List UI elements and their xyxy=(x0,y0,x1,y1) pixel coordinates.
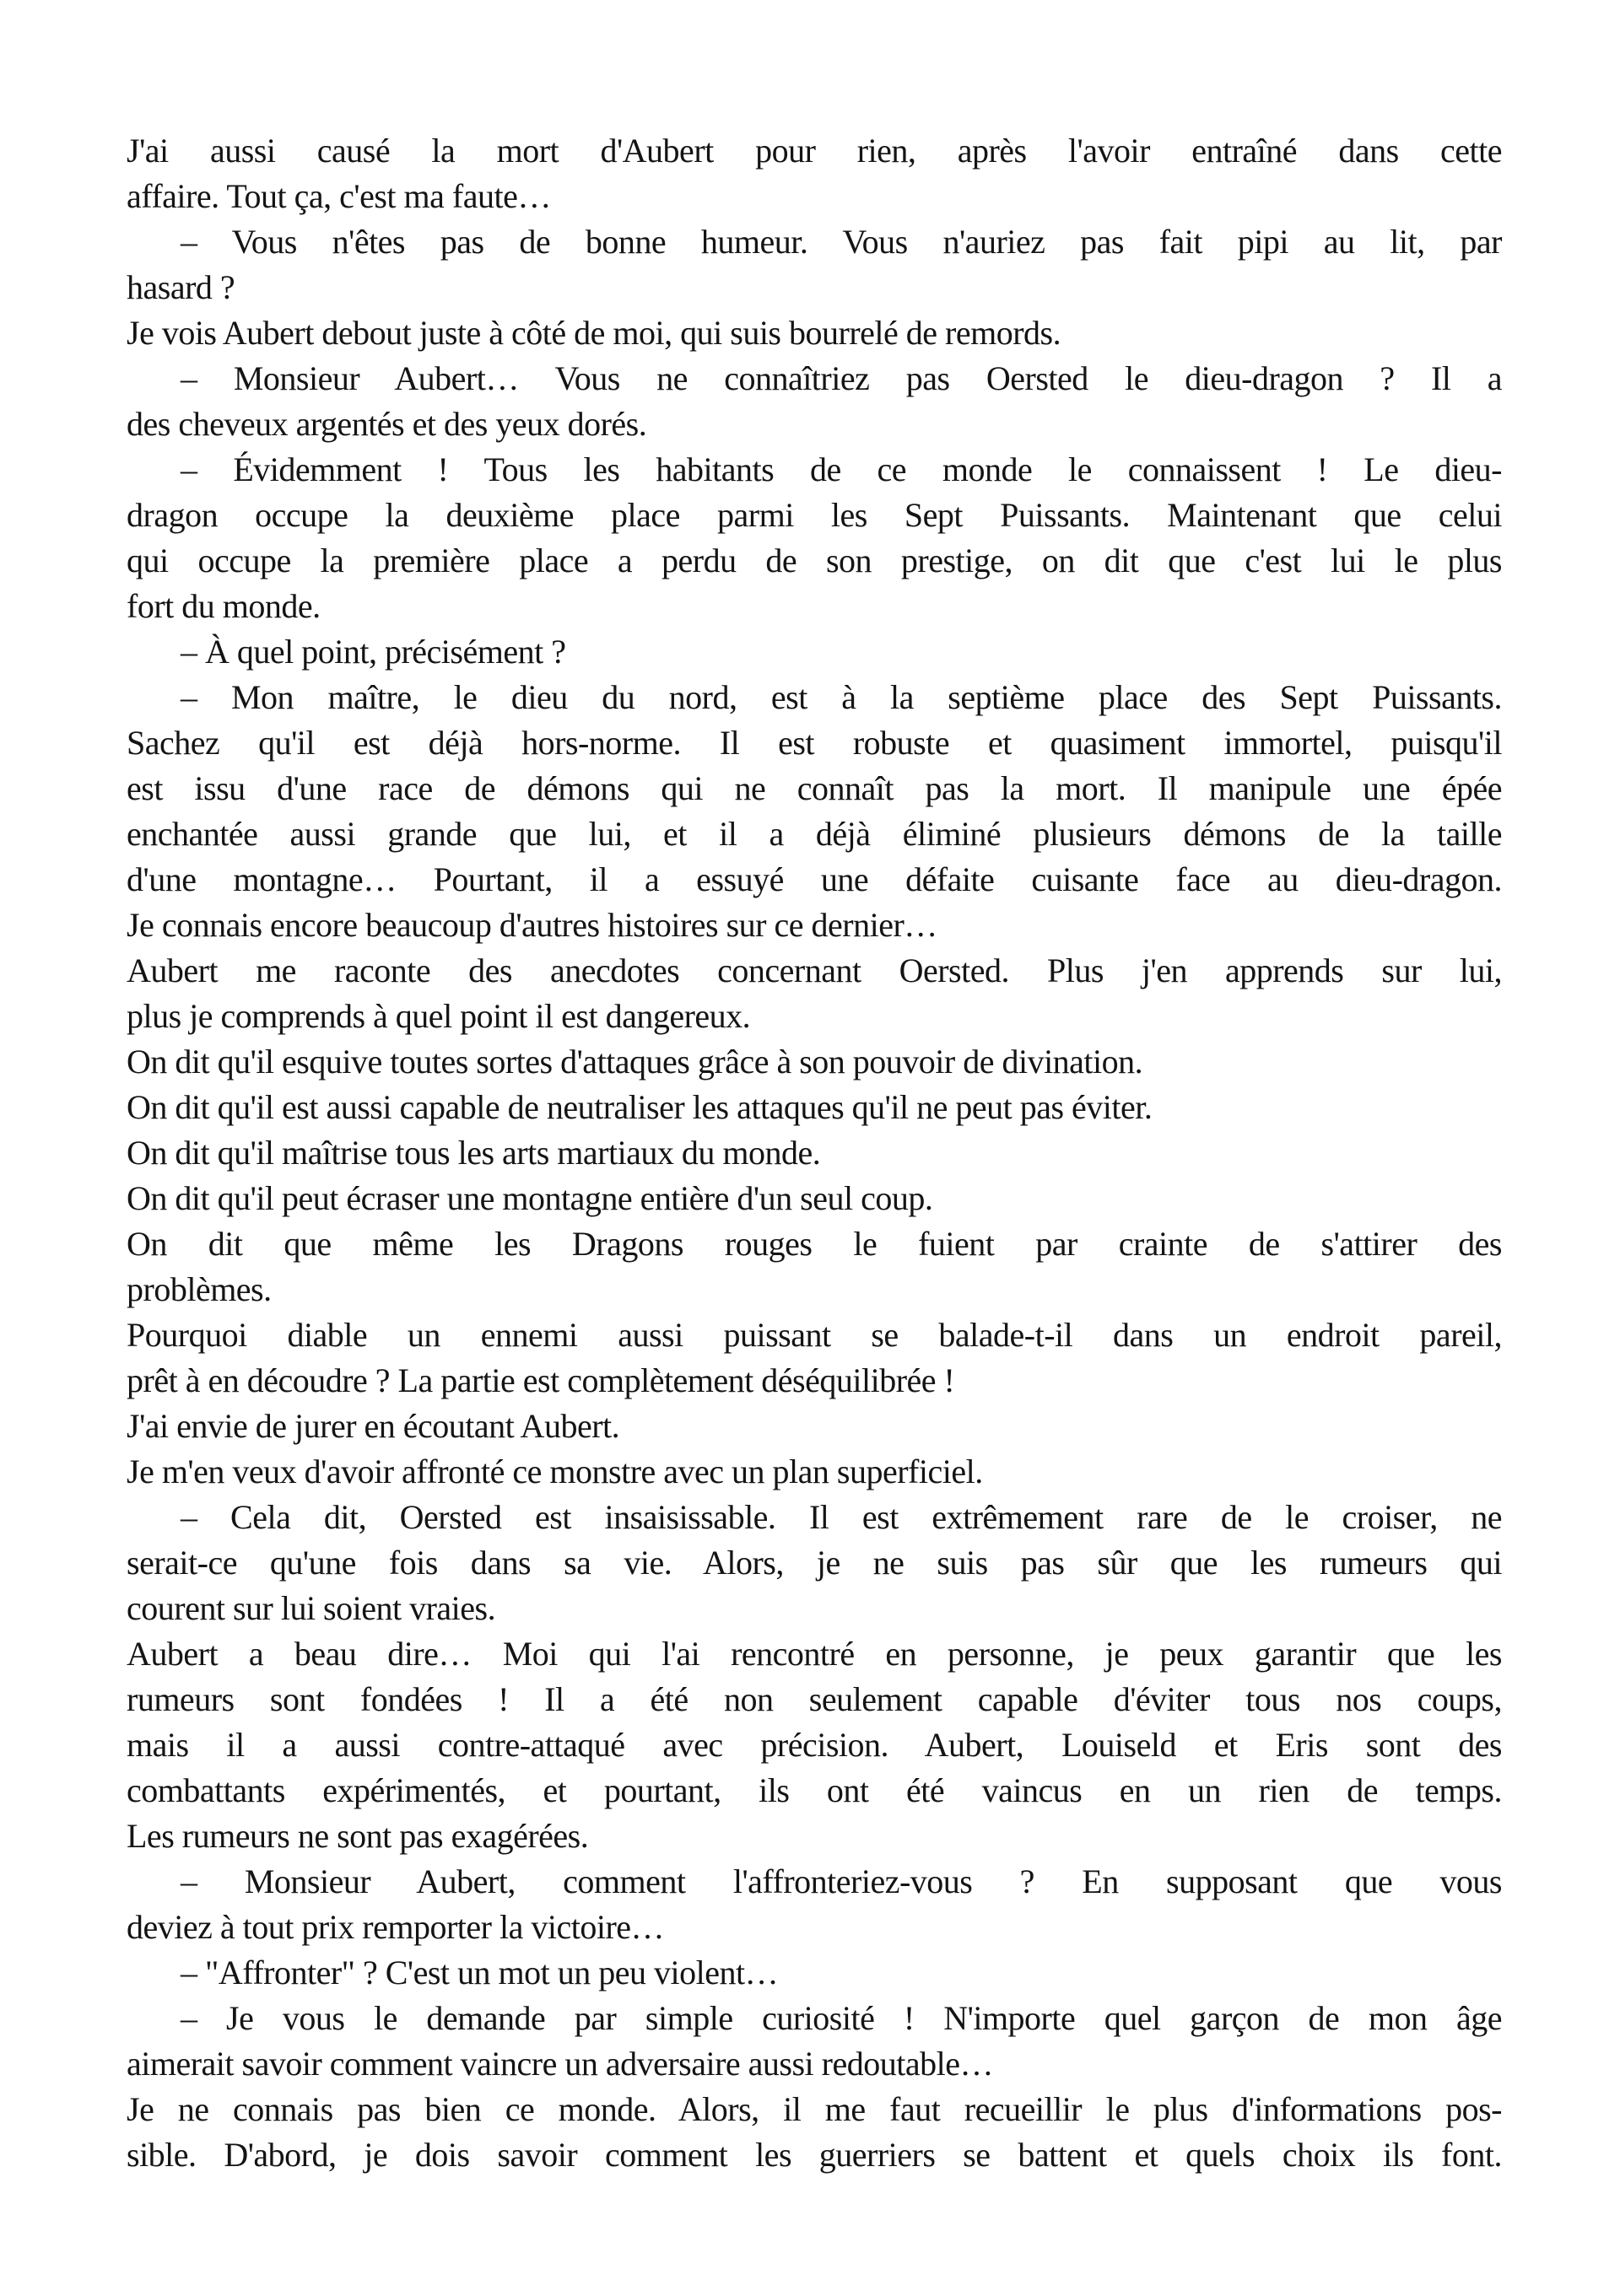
book-page xyxy=(127,128,1502,2178)
text-line: plus je comprends à quel point il est dangereux. xyxy=(127,997,751,1035)
text-line: des cheveux argentés et des yeux dorés. xyxy=(127,405,647,443)
text-line: qui occupe la première place a perdu de son prestige, on dit que c'est lui le plus xyxy=(127,542,1502,579)
text-line: est issu d'une race de démons qui ne connaît pas la mort. Il manipule une épée xyxy=(127,769,1502,807)
text-line: serait-ce qu'une fois dans sa vie. Alors, je ne suis pas sûr que les rumeurs qui xyxy=(127,1544,1502,1582)
text-line: On dit que même les Dragons rouges le fuient par crainte de s'attirer des xyxy=(127,1225,1502,1263)
text-line: Je ne connais pas bien ce monde. Alors, il me faut recueillir le plus d'informations pos- xyxy=(127,2090,1502,2128)
text-line: J'ai aussi causé la mort d'Aubert pour rien, après l'avoir entraîné dans cette xyxy=(127,132,1502,170)
text-line: prêt à en découdre ? La partie est complètement déséquilibrée ! xyxy=(127,1361,955,1399)
text-line: mais il a aussi contre-attaqué avec précision. Aubert, Louiseld et Eris sont des xyxy=(127,1726,1502,1764)
text-line: – "Affronter" ? C'est un mot un peu violent… xyxy=(181,1954,779,1991)
text-line: Pourquoi diable un ennemi aussi puissant se balade-t-il dans un endroit pareil, xyxy=(127,1316,1502,1354)
text-line: Je vois Aubert debout juste à côté de moi, qui suis bourrelé de remords. xyxy=(127,314,1061,352)
text-line: – Je vous le demande par simple curiosité ! N'importe quel garçon de mon âge xyxy=(181,1999,1502,2037)
text-line: Sachez qu'il est déjà hors-norme. Il est robuste et quasiment immortel, puisqu'il xyxy=(127,724,1502,762)
text-line: On dit qu'il peut écraser une montagne entière d'un seul coup. xyxy=(127,1179,933,1217)
text-line: rumeurs sont fondées ! Il a été non seulement capable d'éviter tous nos coups, xyxy=(127,1680,1502,1718)
text-line: – Mon maître, le dieu du nord, est à la septième place des Sept Puissants. xyxy=(181,678,1502,716)
text-line: On dit qu'il est aussi capable de neutraliser les attaques qu'il ne peut pas éviter. xyxy=(127,1088,1153,1126)
text-line: Aubert a beau dire… Moi qui l'ai rencontré en personne, je peux garantir que les xyxy=(127,1635,1502,1673)
text-line: fort du monde. xyxy=(127,587,321,625)
text-line: problèmes. xyxy=(127,1270,272,1308)
text-line: Les rumeurs ne sont pas exagérées. xyxy=(127,1817,589,1855)
text-line: enchantée aussi grande que lui, et il a déjà éliminé plusieurs démons de la taille xyxy=(127,815,1502,853)
text-line: – Cela dit, Oersted est insaisissable. Il est extrêmement rare de le croiser, ne xyxy=(181,1498,1502,1536)
text-line: – Monsieur Aubert… Vous ne connaîtriez pas Oersted le dieu-dragon ? Il a xyxy=(181,359,1502,397)
text-line: – À quel point, précisément ? xyxy=(181,633,566,671)
text-line: Je connais encore beaucoup d'autres histoires sur ce dernier… xyxy=(127,906,937,944)
text-line: deviez à tout prix remporter la victoire… xyxy=(127,1908,665,1946)
text-line: Aubert me raconte des anecdotes concernant Oersted. Plus j'en apprends sur lui, xyxy=(127,951,1502,989)
text-line: – Monsieur Aubert, comment l'affronteriez-vous ? En supposant que vous xyxy=(181,1862,1502,1900)
text-line: – Vous n'êtes pas de bonne humeur. Vous n'auriez pas fait pipi au lit, par xyxy=(181,223,1502,261)
text-line: J'ai envie de jurer en écoutant Aubert. xyxy=(127,1407,620,1445)
text-line: – Évidemment ! Tous les habitants de ce monde le connaissent ! Le dieu- xyxy=(181,450,1502,488)
text-line: On dit qu'il maîtrise tous les arts martiaux du monde. xyxy=(127,1134,821,1172)
text-line: On dit qu'il esquive toutes sortes d'attaques grâce à son pouvoir de divination. xyxy=(127,1043,1143,1081)
text-line: sible. D'abord, je dois savoir comment les guerriers se battent et quels choix ils font. xyxy=(127,2136,1502,2174)
text-line: affaire. Tout ça, c'est ma faute… xyxy=(127,177,551,215)
text-line: d'une montagne… Pourtant, il a essuyé une défaite cuisante face au dieu-dragon. xyxy=(127,860,1502,898)
text-line: Je m'en veux d'avoir affronté ce monstre avec un plan superficiel. xyxy=(127,1453,983,1490)
text-line: aimerait savoir comment vaincre un adversaire aussi redoutable… xyxy=(127,2045,993,2083)
text-line: courent sur lui soient vraies. xyxy=(127,1589,496,1627)
text-line: combattants expérimentés, et pourtant, ils ont été vaincus en un rien de temps. xyxy=(127,1771,1502,1809)
text-line: dragon occupe la deuxième place parmi les Sept Puissants. Maintenant que celui xyxy=(127,496,1502,534)
text-line: hasard ? xyxy=(127,268,235,306)
